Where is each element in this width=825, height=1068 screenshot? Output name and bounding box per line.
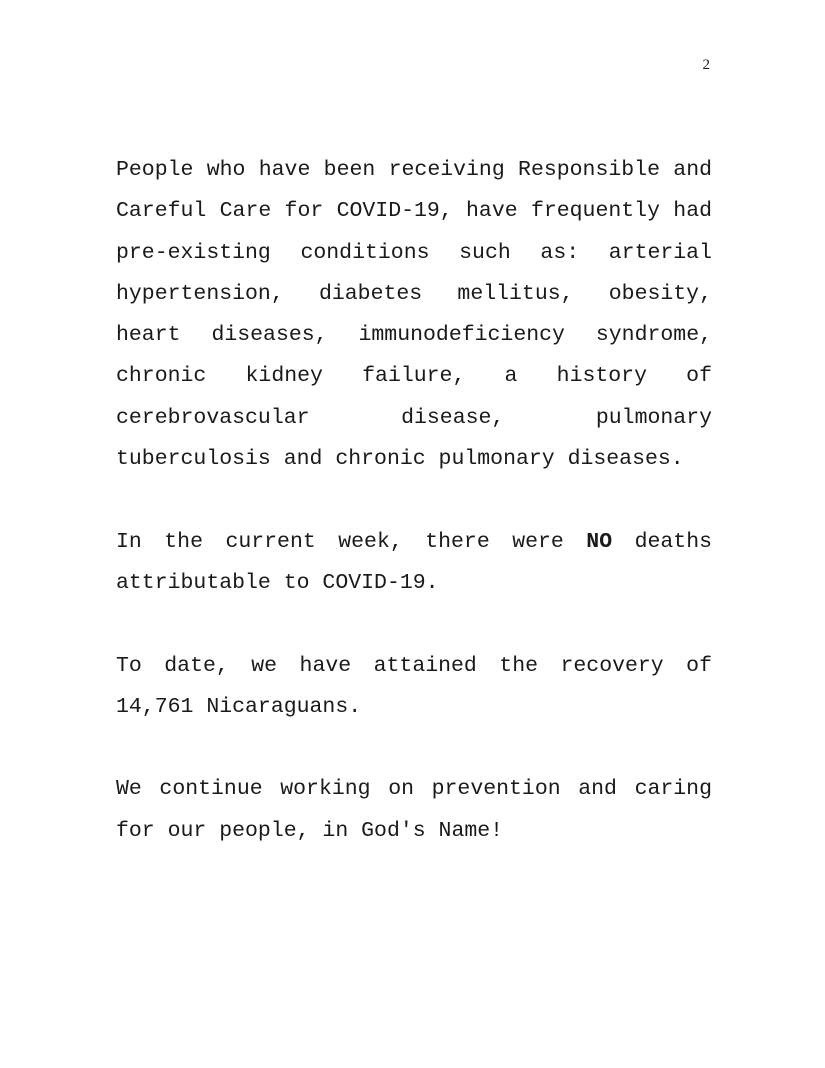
page-number: 2: [702, 57, 710, 73]
deaths-emphasis: NO: [586, 529, 613, 554]
paragraph-preexisting-conditions: People who have been receiving Responsible and Careful Care for COVID-19, have frequently had pre-existing conditions such as: arterial hypertension, diabetes mellitus, obesity, heart diseases, immunodeficiency syndrome, chronic kidney failure, a history of cerebrovascular disease, pulmonary tuberculosis and chronic pulmonary diseases.: [116, 158, 712, 472]
deaths-text-before: In the current week, there were: [116, 529, 587, 554]
paragraph-closing: We continue working on prevention and caring for our people, in God's Name!: [116, 777, 712, 843]
paragraph-deaths: [116, 522, 712, 605]
deaths-text-after: deaths attributable to COVID-19.: [116, 529, 712, 595]
document-body: [116, 150, 712, 852]
paragraph-recovery: To date, we have attained the recovery of 14,761 Nicaraguans.: [116, 653, 712, 719]
